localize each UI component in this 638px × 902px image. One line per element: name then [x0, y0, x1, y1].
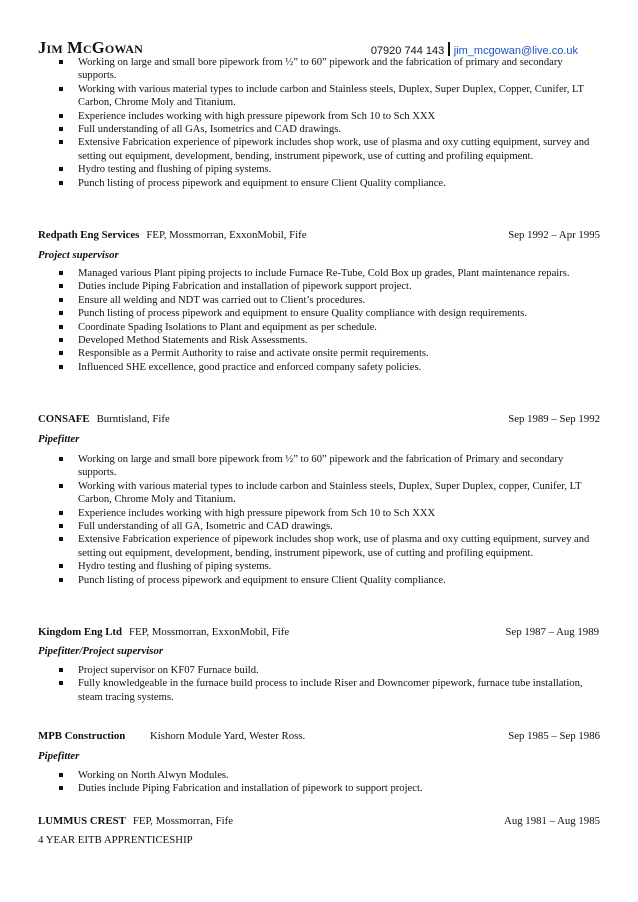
job-bullet-list: [58, 453, 600, 587]
bullet-square-icon: [59, 87, 63, 91]
list-item: Extensive Fabrication experience of pipework includes shop work, use of plasma and oxy cutting equipment, survey and setting out equipment, development, bending, instrument pipework, use of cutting and profiling equipment.: [58, 136, 600, 163]
company-name: MPB Construction: [38, 730, 126, 742]
job-role: Pipefitter/Project supervisor: [38, 645, 164, 657]
bullet-square-icon: [59, 298, 63, 302]
bullet-square-icon: [59, 140, 63, 144]
bullet-square-icon: [59, 511, 63, 515]
bullet-square-icon: [59, 668, 63, 672]
bullet-square-icon: [59, 564, 63, 568]
list-item: Developed Method Statements and Risk Assessments.: [58, 334, 600, 347]
bullet-square-icon: [59, 338, 63, 342]
job-heading-kingdom: [38, 626, 600, 641]
list-item: Responsible as a Permit Authority to raise and activate onsite permit requirements.: [58, 347, 600, 360]
job-bullet-list: [58, 267, 600, 374]
list-item: Fully knowledgeable in the furnace build process to include Riser and Downcomer pipework, furnace tube installation, steam tracing systems.: [58, 677, 600, 704]
job-heading-mpb: [38, 730, 600, 745]
list-item: Managed various Plant piping projects to include Furnace Re-Tube, Cold Box up grades, Plant maintenance repairs.: [58, 267, 600, 280]
job-location: FEP, Mossmorran, Fife: [132, 815, 234, 827]
list-item: Experience includes working with high pressure pipework from Sch 10 to Sch XXX: [58, 110, 600, 123]
list-item: Punch listing of process pipework and equipment to ensure Client Quality compliance.: [58, 177, 600, 190]
bullet-square-icon: [59, 457, 63, 461]
job-dates: Sep 1992 – Apr 1995: [508, 229, 600, 241]
company-name: LUMMUS CREST: [38, 815, 126, 827]
job-location: Kishorn Module Yard, Wester Ross.: [150, 730, 306, 742]
bullet-square-icon: [59, 365, 63, 369]
intro-bullet-list: [58, 56, 600, 190]
job-dates: Aug 1981 – Aug 1985: [504, 815, 600, 827]
list-item: Extensive Fabrication experience of pipework includes shop work, use of plasma and oxy cutting equipment, survey and setting out equipment, development, bending, instrument pipework, use of cutting and profiling equipment.: [58, 533, 600, 560]
job-role: Pipefitter: [38, 750, 80, 762]
candidate-name: Jim McGowan: [38, 38, 143, 57]
bullet-square-icon: [59, 681, 63, 685]
contact-info: [371, 42, 578, 57]
list-item: Punch listing of process pipework and equipment to ensure Quality compliance with design requirements.: [58, 307, 600, 320]
job-dates: Sep 1985 – Sep 1986: [508, 730, 600, 742]
list-item: Full understanding of all GAs, Isometrics and CAD drawings.: [58, 123, 600, 136]
bullet-square-icon: [59, 484, 63, 488]
list-item: Project supervisor on KF07 Furnace build.: [58, 664, 600, 677]
list-item: Punch listing of process pipework and equipment to ensure Client Quality compliance.: [58, 574, 600, 587]
phone-number: 07920 744 143: [370, 45, 445, 57]
apprenticeship-note: 4 YEAR EITB APPRENTICESHIP: [38, 834, 193, 846]
bullet-square-icon: [59, 271, 63, 275]
job-heading-lummus: [38, 815, 600, 830]
list-item: Coordinate Spading Isolations to Plant and equipment as per schedule.: [58, 321, 600, 334]
list-item: Working on large and small bore pipework from ½” to 60” pipework and the fabrication of primary and secondary supports.: [58, 56, 600, 83]
job-heading-redpath: [38, 229, 600, 244]
job-role: Project supervisor: [38, 249, 119, 261]
list-item: Working with various material types to include carbon and Stainless steels, Duplex, Super Duplex, Copper, Cunifer, LT Carbon, Chrome Moly and Titanium.: [58, 83, 600, 110]
job-role: Pipefitter: [38, 433, 80, 445]
list-item: Full understanding of all GA, Isometric and CAD drawings.: [58, 520, 600, 533]
email-link[interactable]: jim_mcgowan@live.co.uk: [453, 45, 578, 57]
company-name: CONSAFE: [38, 413, 90, 425]
bullet-square-icon: [59, 60, 63, 64]
job-location: FEP, Mossmorran, ExxonMobil, Fife: [129, 626, 290, 638]
bullet-square-icon: [59, 786, 63, 790]
company-name: Kingdom Eng Ltd: [38, 626, 123, 638]
list-item: Working on North Alwyn Modules.: [58, 769, 600, 782]
job-location: FEP, Mossmorran, ExxonMobil, Fife: [146, 229, 307, 241]
bullet-square-icon: [59, 181, 63, 185]
bullet-square-icon: [59, 537, 63, 541]
list-item: Hydro testing and flushing of piping systems.: [58, 163, 600, 176]
job-dates: Sep 1989 – Sep 1992: [508, 413, 600, 425]
bullet-square-icon: [59, 773, 63, 777]
bullet-square-icon: [59, 114, 63, 118]
job-bullet-list: [58, 769, 600, 796]
bullet-square-icon: [59, 524, 63, 528]
job-heading-consafe: [38, 413, 600, 428]
bullet-square-icon: [59, 351, 63, 355]
bullet-square-icon: [59, 578, 63, 582]
list-item: Hydro testing and flushing of piping systems.: [58, 560, 600, 573]
list-item: Influenced SHE excellence, good practice and enforced company safety policies.: [58, 361, 600, 374]
bullet-square-icon: [59, 284, 63, 288]
bullet-square-icon: [59, 127, 63, 131]
bullet-square-icon: [59, 167, 63, 171]
list-item: Ensure all welding and NDT was carried out to Client’s procedures.: [58, 294, 600, 307]
job-location: Burntisland, Fife: [96, 413, 170, 425]
list-item: Duties include Piping Fabrication and installation of pipework support project.: [58, 280, 600, 293]
list-item: Working on large and small bore pipework from ½” to 60” pipework and the fabrication of Primary and secondary supports.: [58, 453, 600, 480]
list-item: Working with various material types to include carbon and Stainless steels, Duplex, Super Duplex, copper, Cunifer, LT Carbon, Chrome Moly and Titanium.: [58, 480, 600, 507]
company-name: Redpath Eng Services: [38, 229, 140, 241]
list-item: Experience includes working with high pressure pipework from Sch 10 to Sch XXX: [58, 507, 600, 520]
contact-divider: [448, 42, 450, 56]
bullet-square-icon: [59, 325, 63, 329]
job-dates: Sep 1987 – Aug 1989: [505, 626, 599, 638]
list-item: Duties include Piping Fabrication and installation of pipework to support project.: [58, 782, 600, 795]
job-bullet-list: [58, 664, 600, 704]
bullet-square-icon: [59, 311, 63, 315]
resume-header: [38, 38, 600, 58]
